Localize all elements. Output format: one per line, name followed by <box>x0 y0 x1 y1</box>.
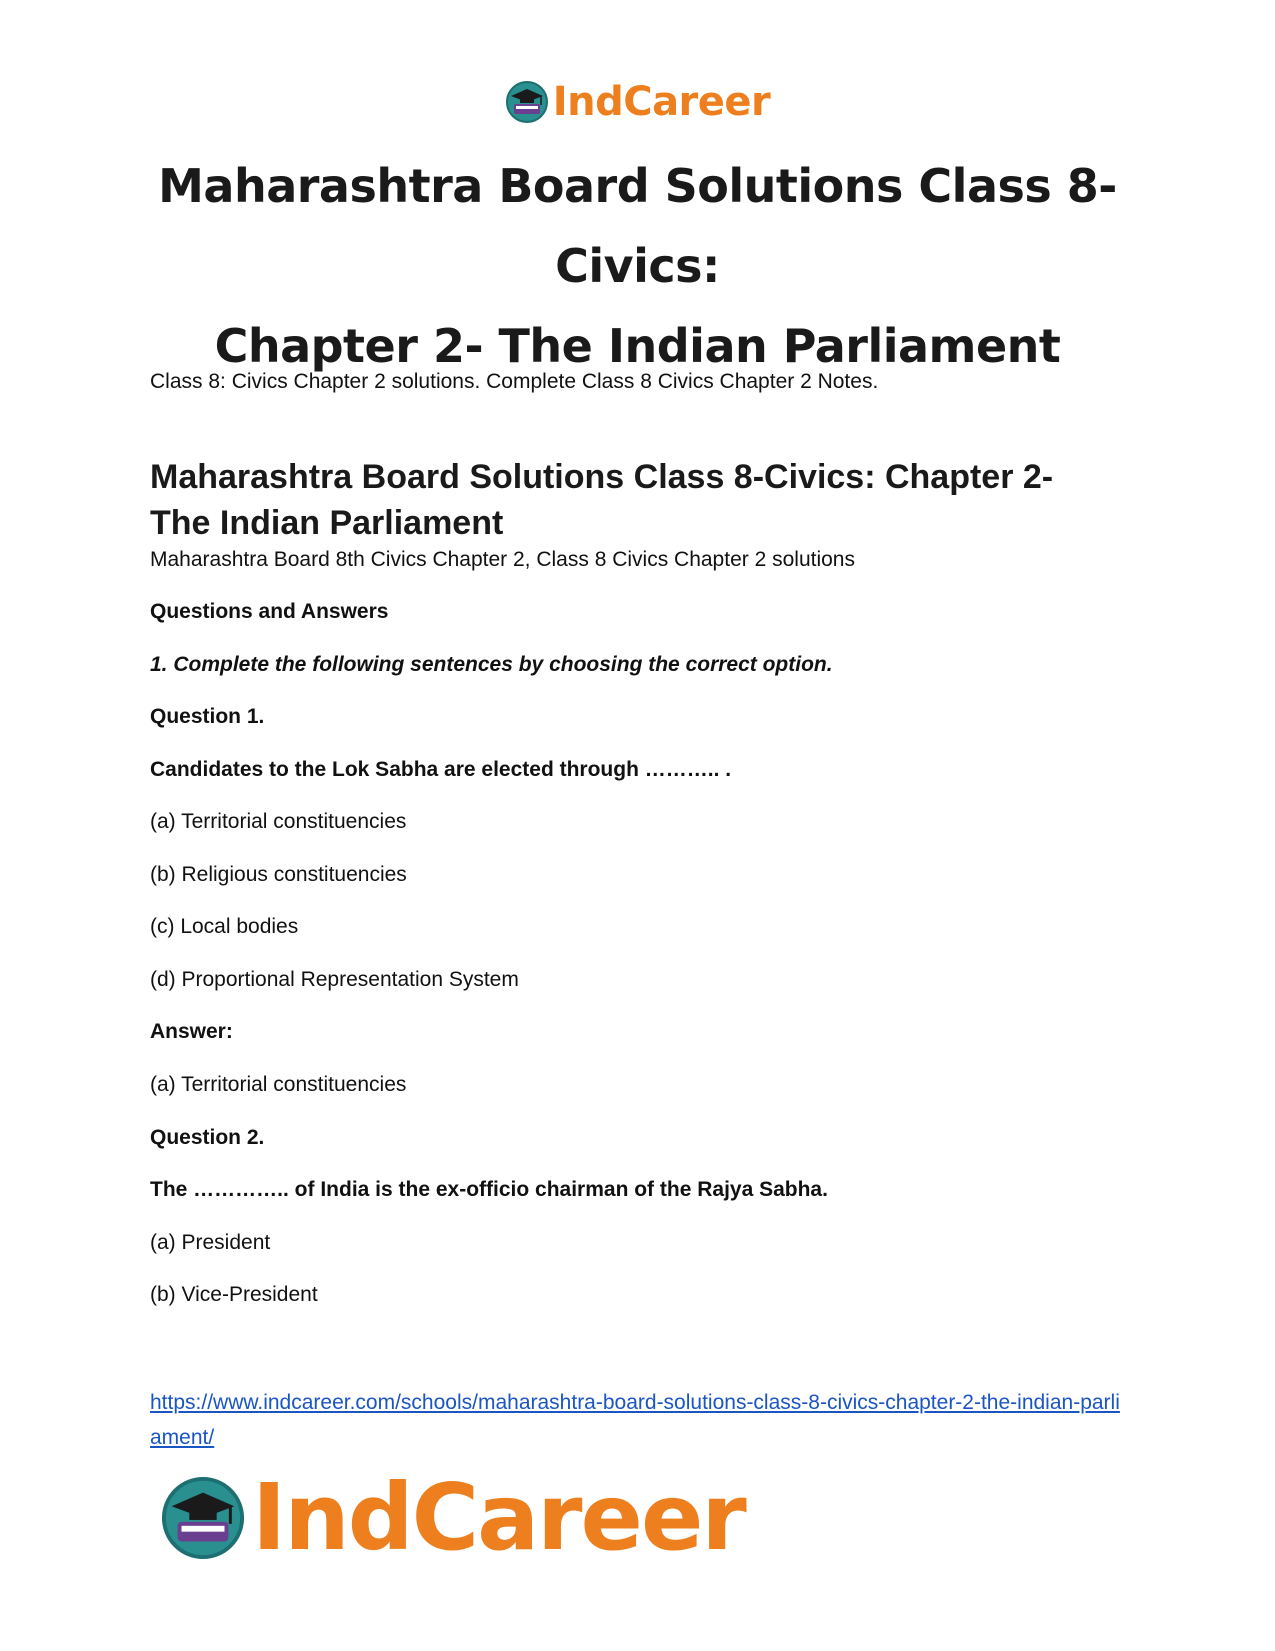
source-url-link[interactable]: https://www.indcareer.com/schools/maharashtra-board-solutions-class-8-civics-chapter-2-the-indian-parliament/ <box>150 1391 1120 1449</box>
instruction-text: 1. Complete the following sentences by choosing the correct option. <box>150 653 833 676</box>
question-1-label: Question 1. <box>150 705 265 728</box>
section-heading: Maharashtra Board Solutions Class 8-Civics: Chapter 2- The Indian Parliament <box>150 458 1054 542</box>
question-2-option-b: (b) Vice-President <box>150 1283 318 1306</box>
graduation-cap-book-icon <box>160 1475 246 1561</box>
header-logo <box>0 78 1275 126</box>
question-1-option-b: (b) Religious constituencies <box>150 863 407 886</box>
question-1-option-d: (d) Proportional Representation System <box>150 968 519 991</box>
graduation-cap-book-icon <box>505 80 549 124</box>
footer-logo <box>160 1464 745 1571</box>
logo-wordmark: IndCareer <box>552 79 771 125</box>
page-title-line-2: Chapter 2- The Indian Parliament <box>214 319 1061 373</box>
question-2-label: Question 2. <box>150 1126 265 1149</box>
page-title <box>100 146 1175 386</box>
logo-wordmark: IndCareer <box>252 1464 745 1571</box>
question-1-option-a: (a) Territorial constituencies <box>150 810 407 833</box>
question-1-answer-label: Answer: <box>150 1020 233 1043</box>
question-1-answer: (a) Territorial constituencies <box>150 1073 407 1096</box>
question-2-option-a: (a) President <box>150 1231 271 1254</box>
question-1-text: Candidates to the Lok Sabha are elected through ……….. . <box>150 758 732 781</box>
question-2-text: The ………….. of India is the ex-officio chairman of the Rajya Sabha. <box>150 1178 828 1201</box>
question-1-option-c: (c) Local bodies <box>150 915 299 938</box>
qa-heading: Questions and Answers <box>150 600 389 623</box>
subtitle-text: Maharashtra Board 8th Civics Chapter 2, Class 8 Civics Chapter 2 solutions <box>150 548 855 571</box>
intro-text: Class 8: Civics Chapter 2 solutions. Complete Class 8 Civics Chapter 2 Notes. <box>150 370 879 393</box>
page-title-line-1: Maharashtra Board Solutions Class 8-Civics: <box>158 159 1117 293</box>
